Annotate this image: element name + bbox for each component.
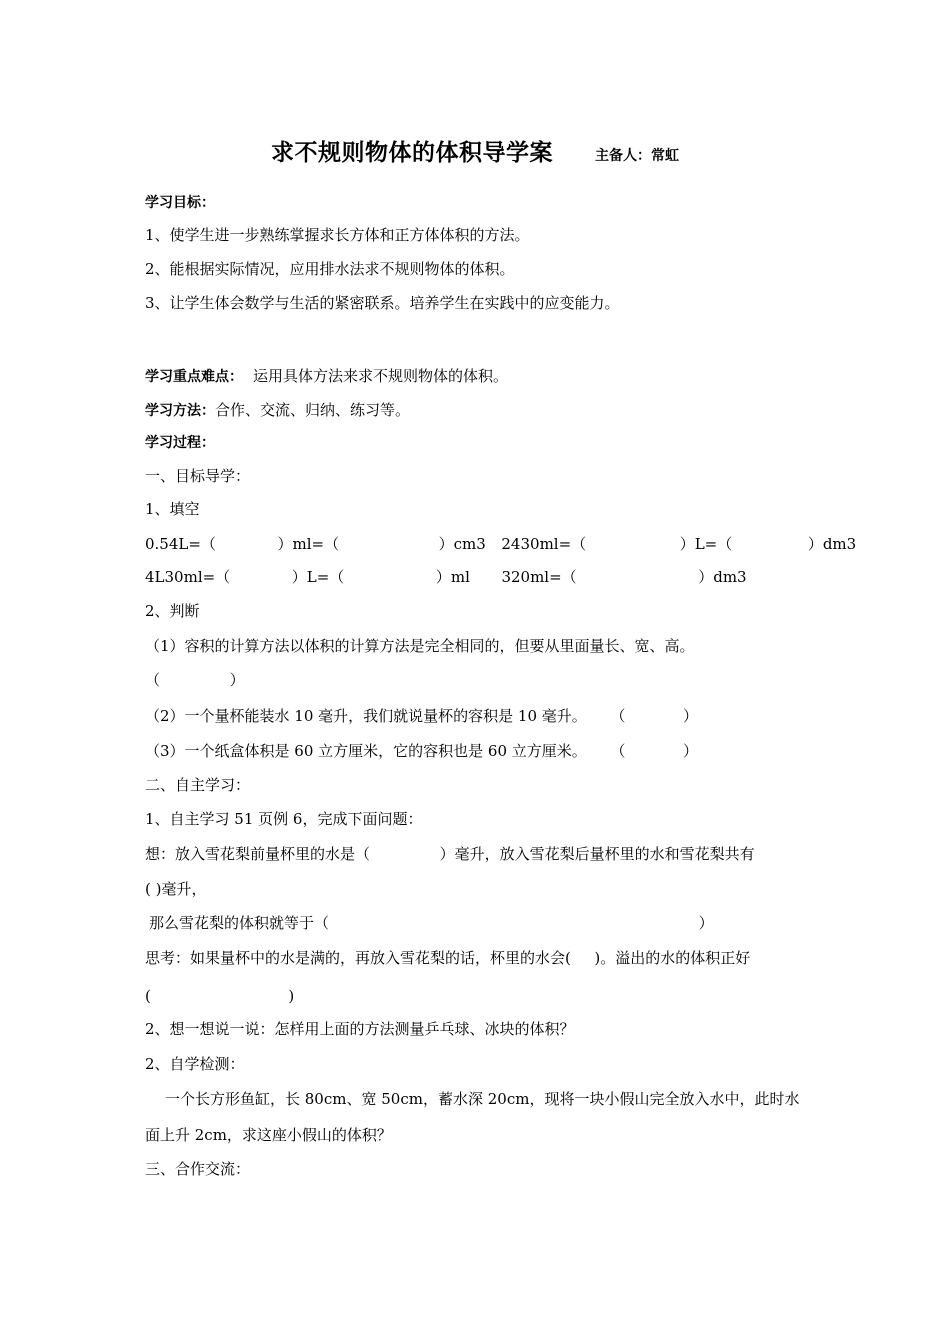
paren-open: （ xyxy=(145,671,161,689)
method-label: 学习方法： xyxy=(145,403,215,419)
ponder-line: 思考：如果量杯中的水是满的，再放入雪花梨的话，杯里的水会( )。溢出的水的体积正好 xyxy=(145,949,751,967)
objectives-heading: 学习目标： xyxy=(145,195,215,211)
self-study-item-2: 2、想一想说一说：怎样用上面的方法测量乒乓球、冰块的体积？ xyxy=(145,1020,575,1038)
problem-line-2: 面上升 2cm，求这座小假山的体积？ xyxy=(145,1126,392,1144)
fill-blank-text: ）ml xyxy=(435,568,470,586)
key-points-label: 学习重点难点： xyxy=(145,369,243,385)
paren-open: （ xyxy=(610,707,626,725)
key-points-text: 运用具体方法来求不规则物体的体积。 xyxy=(253,367,509,385)
paren-close: ） xyxy=(682,707,698,725)
objective-item: 2、能根据实际情况，应用排水法求不规则物体的体积。 xyxy=(145,260,515,278)
think-line: 想：放入雪花梨前量杯里的水是（ ）毫升，放入雪花梨后量杯里的水和雪花梨共有 xyxy=(145,845,755,863)
section3-heading: 三、合作交流： xyxy=(145,1160,251,1178)
judge-item-3: （3）一个纸盒体积是 60 立方厘米，它的容积也是 60 立方厘米。 （ ） xyxy=(145,742,698,760)
page-title: 求不规则物体的体积导学案 xyxy=(271,140,553,166)
section1-heading: 一、目标导学： xyxy=(145,467,251,485)
then-line: 那么雪花梨的体积就等于（ ） xyxy=(149,914,714,932)
fill-blank-text: ）L=（ xyxy=(291,568,345,586)
fill-blank-text: ）dm3 xyxy=(807,535,857,553)
judge-answer-1 xyxy=(145,670,245,690)
title-row xyxy=(0,134,950,167)
ponder-line-2: ( ) xyxy=(145,987,295,1005)
paren-close: ） xyxy=(682,742,698,760)
fill-blank-text: 320ml=（ xyxy=(501,568,577,586)
fill-blank-text: 0.54L=（ xyxy=(145,535,216,553)
process-heading: 学习过程： xyxy=(145,435,215,451)
method-text: 合作、交流、归纳、练习等。 xyxy=(215,401,411,419)
fill-blank-text: ）ml=（ xyxy=(277,535,340,553)
problem-line-1: 一个长方形鱼缸，长 80cm、宽 50cm，蓄水深 20cm，现将一块小假山完全放入水中，此时水 xyxy=(165,1090,800,1108)
fill-row-1 xyxy=(145,534,856,554)
judge-heading: 2、判断 xyxy=(145,602,200,620)
judge-item-2: （2）一个量杯能装水 10 毫升，我们就说量杯的容积是 10 毫升。 （ ） xyxy=(145,707,698,725)
paren-open: （ xyxy=(610,742,626,760)
fill-row-2 xyxy=(145,567,747,587)
fill-blank-text: ）dm3 xyxy=(698,568,747,586)
judge-item-1: （1）容积的计算方法以体积的计算方法是完全相同的，但要从里面量长、宽、高。 xyxy=(145,637,695,655)
think-line-2: ( )毫升， xyxy=(145,880,207,898)
self-study-item-1: 1、自主学习 51 页例 6，完成下面问题： xyxy=(145,810,423,828)
method-line xyxy=(145,400,410,421)
objective-item: 3、让学生体会数学与生活的紧密联系。培养学生在实践中的应变能力。 xyxy=(145,294,620,312)
key-points-line xyxy=(145,366,508,387)
section2-heading: 二、自主学习： xyxy=(145,776,251,794)
objective-item: 1、使学生进一步熟练掌握求长方体和正方体体积的方法。 xyxy=(145,226,530,244)
fill-blank-text: 2430ml=（ xyxy=(501,535,587,553)
self-study-item-3: 2、自学检测： xyxy=(145,1055,245,1073)
fill-blank-text: ）L=（ xyxy=(679,535,733,553)
paren-close: ） xyxy=(229,671,245,689)
fill-heading: 1、填空 xyxy=(145,500,200,518)
author-label: 主备人：常虹 xyxy=(595,148,679,164)
fill-blank-text: ）cm3 xyxy=(438,535,486,553)
fill-blank-text: 4L30ml=（ xyxy=(145,568,231,586)
